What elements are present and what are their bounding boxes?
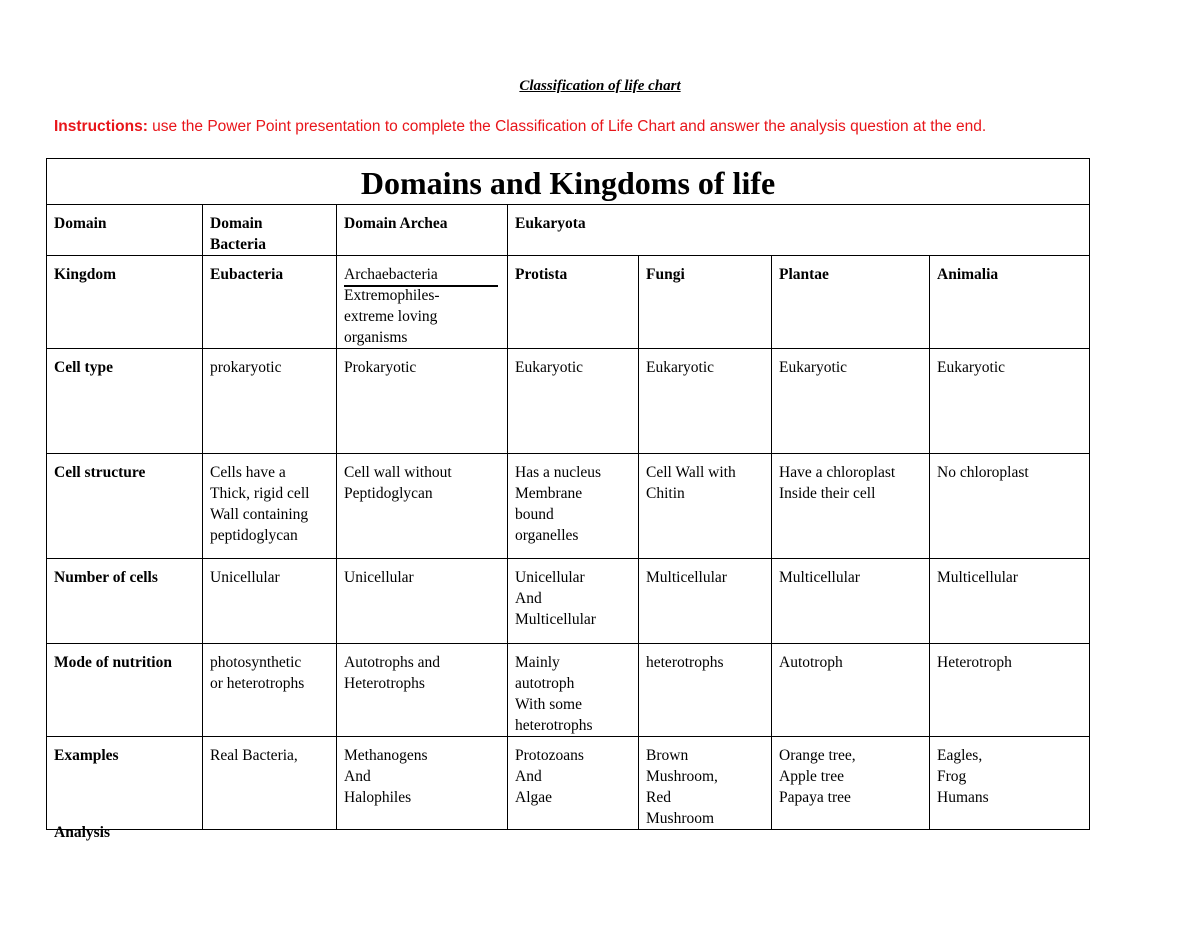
table-row bbox=[47, 644, 1090, 737]
table-cell: Autotroph bbox=[772, 644, 930, 737]
table-cell: Multicellular bbox=[772, 559, 930, 644]
table-cell: Orange tree, Apple tree Papaya tree bbox=[772, 737, 930, 830]
row-label-mode-of-nutrition: Mode of nutrition bbox=[47, 644, 203, 737]
table-row bbox=[47, 737, 1090, 830]
instructions-text: use the Power Point presentation to complete the Classification of Life Chart and answer the analysis question at the end. bbox=[147, 118, 987, 135]
table-row bbox=[47, 559, 1090, 644]
table-cell: Eukaryotic bbox=[639, 349, 772, 454]
table-cell: Have a chloroplast Inside their cell bbox=[772, 454, 930, 559]
table-cell: Cell wall without Peptidoglycan bbox=[337, 454, 508, 559]
row-label-kingdom: Kingdom bbox=[47, 256, 203, 349]
kingdom-eubacteria-cell: Eubacteria bbox=[203, 256, 337, 349]
document-title: Classification of life chart bbox=[519, 78, 681, 94]
domain-row bbox=[47, 205, 1090, 256]
heading-row bbox=[47, 159, 1090, 205]
table-cell: Real Bacteria, bbox=[203, 737, 337, 830]
domain-eukaryota-cell: Eukaryota bbox=[508, 205, 1090, 256]
table-cell: Heterotroph bbox=[930, 644, 1090, 737]
table-cell: Mainly autotroph With some heterotrophs bbox=[508, 644, 639, 737]
table-cell: Methanogens And Halophiles bbox=[337, 737, 508, 830]
row-label-domain: Domain bbox=[47, 205, 203, 256]
table-cell: No chloroplast bbox=[930, 454, 1090, 559]
analysis-heading: Analysis bbox=[54, 824, 110, 841]
table-cell: Eukaryotic bbox=[508, 349, 639, 454]
table-cell: photosynthetic or heterotrophs bbox=[203, 644, 337, 737]
table-cell: prokaryotic bbox=[203, 349, 337, 454]
table-cell: Cells have a Thick, rigid cell Wall containing peptidoglycan bbox=[203, 454, 337, 559]
table-cell: Protozoans And Algae bbox=[508, 737, 639, 830]
kingdom-protista-cell: Protista bbox=[508, 256, 639, 349]
table-cell: Multicellular bbox=[930, 559, 1090, 644]
table-row bbox=[47, 454, 1090, 559]
kingdom-animalia-cell: Animalia bbox=[930, 256, 1090, 349]
table-cell: Has a nucleus Membrane bound organelles bbox=[508, 454, 639, 559]
kingdom-row bbox=[47, 256, 1090, 349]
table-cell: Prokaryotic bbox=[337, 349, 508, 454]
table-row bbox=[47, 349, 1090, 454]
table-cell: Eagles, Frog Humans bbox=[930, 737, 1090, 830]
table-cell: Unicellular And Multicellular bbox=[508, 559, 639, 644]
table-cell: Unicellular bbox=[337, 559, 508, 644]
domain-archea-cell: Domain Archea bbox=[337, 205, 508, 256]
table-cell: Multicellular bbox=[639, 559, 772, 644]
kingdom-archaebacteria-cell bbox=[337, 256, 508, 349]
table-cell: heterotrophs bbox=[639, 644, 772, 737]
archaebacteria-note: Extremophiles- extreme loving organisms bbox=[344, 287, 440, 346]
table-cell: Eukaryotic bbox=[772, 349, 930, 454]
table-cell: Cell Wall with Chitin bbox=[639, 454, 772, 559]
instructions bbox=[54, 118, 1154, 136]
domain-bacteria-cell: Domain Bacteria bbox=[203, 205, 337, 256]
table-cell: Brown Mushroom, Red Mushroom bbox=[639, 737, 772, 830]
instructions-label: Instructions: bbox=[54, 118, 148, 135]
row-label-cell-type: Cell type bbox=[47, 349, 203, 454]
table-cell: Eukaryotic bbox=[930, 349, 1090, 454]
archaebacteria-block bbox=[344, 264, 501, 348]
kingdom-fungi-cell: Fungi bbox=[639, 256, 772, 349]
table-cell: Unicellular bbox=[203, 559, 337, 644]
classification-table bbox=[46, 158, 1090, 830]
table-cell: Autotrophs and Heterotrophs bbox=[337, 644, 508, 737]
row-label-number-of-cells: Number of cells bbox=[47, 559, 203, 644]
row-label-cell-structure: Cell structure bbox=[47, 454, 203, 559]
row-label-examples: Examples bbox=[47, 737, 203, 830]
kingdom-plantae-cell: Plantae bbox=[772, 256, 930, 349]
archaebacteria-label: Archaebacteria bbox=[344, 266, 438, 283]
archaebacteria-underline bbox=[344, 285, 498, 287]
table-heading: Domains and Kingdoms of life bbox=[47, 159, 1090, 205]
